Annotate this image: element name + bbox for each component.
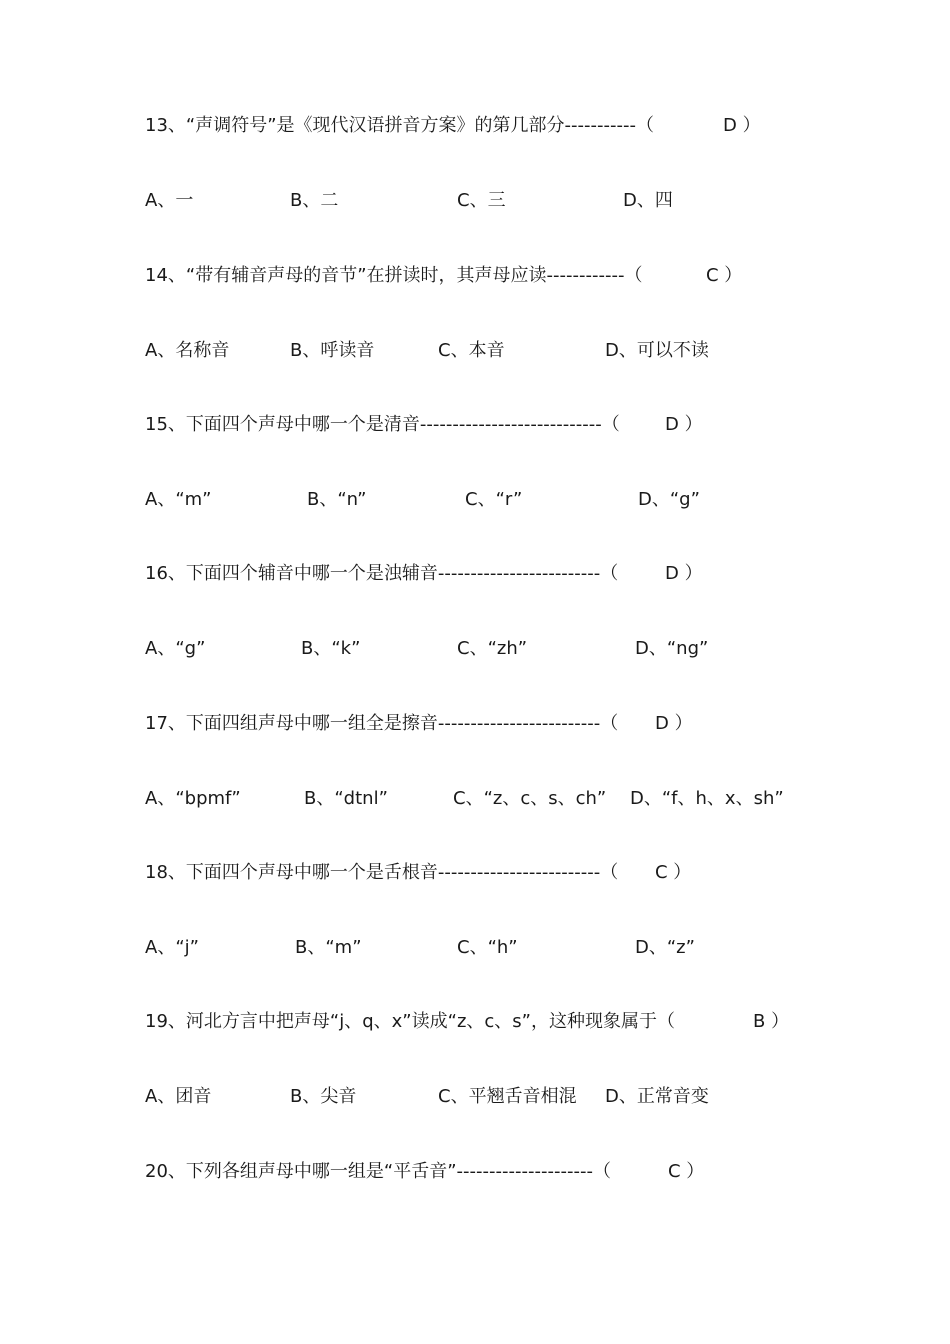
option-b: B、二 (290, 190, 339, 211)
question-15 (145, 412, 703, 438)
option-d: D、“g” (638, 489, 700, 510)
question-answer: B ） (753, 1011, 790, 1032)
question-answer: D ） (723, 115, 761, 136)
question-18 (145, 860, 692, 886)
question-14 (145, 263, 743, 289)
option-a: A、“g” (145, 638, 206, 659)
option-a: A、团音 (145, 1086, 212, 1107)
option-c: C、“z、c、s、ch” (453, 788, 607, 809)
option-a: A、“bpmf” (145, 788, 241, 809)
question-16 (145, 561, 703, 587)
question-answer: C ） (706, 265, 743, 286)
question-20 (145, 1159, 705, 1185)
question-stem: 14、“带有辅音声母的音节”在拼读时，其声母应读------------（ (145, 265, 643, 286)
option-d: D、四 (623, 190, 673, 211)
question-17 (145, 711, 693, 737)
option-a: A、“j” (145, 937, 199, 958)
option-a: A、“m” (145, 489, 212, 510)
option-d: D、“ng” (635, 638, 709, 659)
option-d: D、可以不读 (605, 340, 709, 361)
option-b: B、“m” (295, 937, 362, 958)
option-d: D、“z” (635, 937, 695, 958)
question-stem: 18、下面四个声母中哪一个是舌根音-------------------------（ (145, 862, 619, 883)
option-b: B、“dtnl” (304, 788, 388, 809)
question-13 (145, 113, 761, 139)
option-c: C、平翘舌音相混 (438, 1086, 577, 1107)
question-answer: D ） (665, 414, 703, 435)
question-answer: C ） (655, 862, 692, 883)
option-d: D、正常音变 (605, 1086, 709, 1107)
option-b: B、“n” (307, 489, 367, 510)
option-a: A、一 (145, 190, 194, 211)
question-stem: 20、下列各组声母中哪一组是“平舌音”---------------------（ (145, 1161, 611, 1182)
question-stem: 15、下面四个声母中哪一个是清音----------------------------（ (145, 414, 620, 435)
option-d: D、“f、h、x、sh” (630, 788, 784, 809)
option-c: C、“zh” (457, 638, 528, 659)
question-stem: 19、河北方言中把声母“j、q、x”读成“z、c、s”，这种现象属于（ (145, 1011, 676, 1032)
option-b: B、“k” (301, 638, 361, 659)
question-answer: D ） (665, 563, 703, 584)
question-answer: D ） (655, 713, 693, 734)
option-c: C、本音 (438, 340, 505, 361)
option-a: A、名称音 (145, 340, 230, 361)
question-stem: 16、下面四个辅音中哪一个是浊辅音-------------------------（ (145, 563, 619, 584)
option-c: C、三 (457, 190, 506, 211)
option-b: B、呼读音 (290, 340, 375, 361)
option-c: C、“r” (465, 489, 523, 510)
question-answer: C ） (668, 1161, 705, 1182)
question-stem: 13、“声调符号”是《现代汉语拼音方案》的第几部分-----------（ (145, 115, 654, 136)
option-c: C、“h” (457, 937, 518, 958)
question-stem: 17、下面四组声母中哪一组全是擦音-------------------------（ (145, 713, 619, 734)
question-19 (145, 1009, 790, 1035)
option-b: B、尖音 (290, 1086, 357, 1107)
